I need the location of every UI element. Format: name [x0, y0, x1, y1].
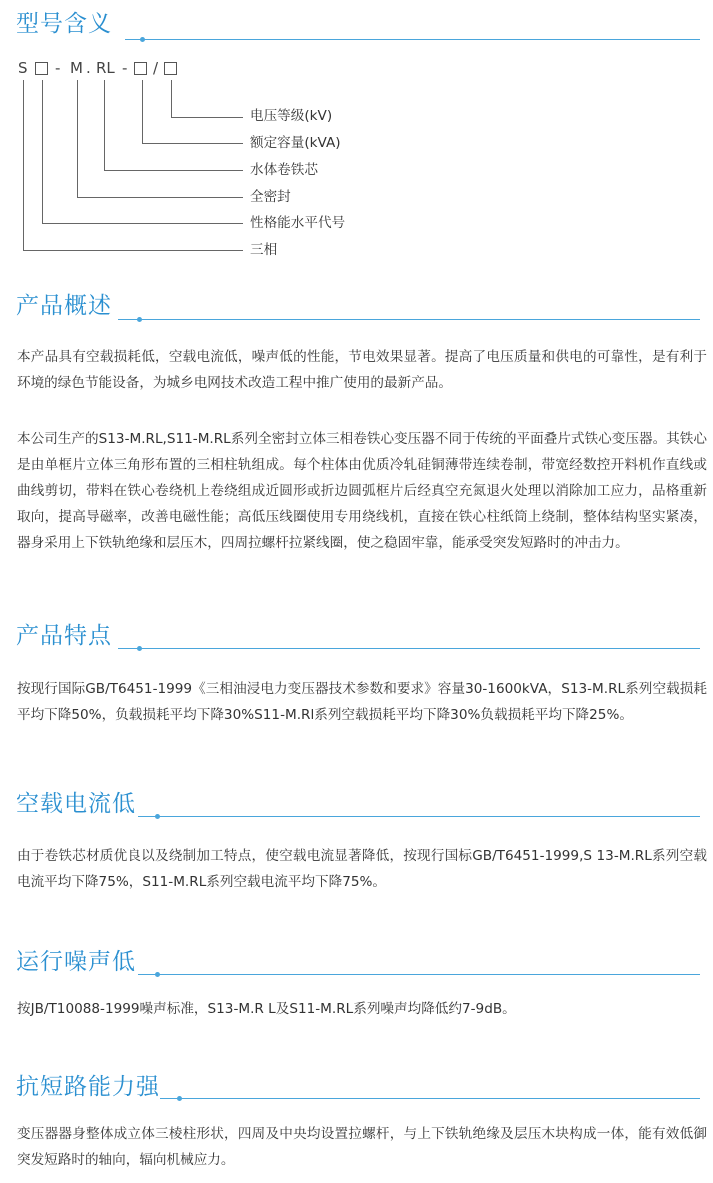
code-dash-2: - [122, 59, 128, 77]
code-box-2 [134, 62, 147, 75]
section-title-model: 型号含义 [16, 11, 112, 37]
overview-paragraph-2: 本公司生产的S13-M.RL,S11-M.RL系列全密封立体三相卷铁心变压器不同于传统的平面叠片式铁心变压器。其铁心是由单框片立体三角形布置的三相柱轨组成。每个柱体由优质冷轧硅铜薄带连续卷制，带宽经数控开料机作直线或曲线剪切，带料在铁心卷绕机上卷绕组成近圆形或折边圆弧框片后经真空充氮退火处理以消除加工应力，品格重新取向，提高导磁率，改善电磁性能；高低压线圈使用专用绕线机，直接在铁心柱纸筒上绕制，整体结构坚实紧凑，器身采用上下铁轨绝缘和层压木，四周拉螺杆拉紧线圈，使之稳固牢靠，能承受突发短路时的冲击力。 [17, 431, 707, 551]
code-slash: / [153, 59, 159, 77]
label-voltage-level: 电压等级(kV) [250, 108, 333, 124]
overview-paragraph-1: 本产品具有空载损耗低，空载电流低，噪声低的性能，节电效果显著。提高了电压质量和供电的可靠性，是有利于环境的绿色节能设备，为城乡电网技术改造工程中推广使用的最新产品。 [17, 349, 707, 391]
short-circuit-paragraph: 变压器器身整体成立体三棱柱形状，四周及中央均设置拉螺杆，与上下铁轨绝缘及层压木块构成一体，能有效低御突发短路时的轴向，辐向机械应力。 [17, 1126, 707, 1168]
section-divider-dot [155, 972, 160, 977]
code-dot: . [86, 59, 91, 77]
connector-v-1 [171, 80, 172, 117]
section-divider [138, 816, 700, 817]
section-title-features: 产品特点 [16, 623, 112, 649]
connector-v-5 [42, 80, 43, 223]
connector-h-5 [42, 223, 243, 224]
connector-h-2 [142, 143, 243, 144]
section-divider-dot [140, 37, 145, 42]
connector-v-2 [142, 80, 143, 143]
section-divider [125, 39, 700, 40]
section-divider [118, 319, 700, 320]
code-rl: RL [96, 59, 115, 77]
section-title-noise: 运行噪声低 [16, 949, 136, 975]
code-s: S [18, 59, 28, 77]
label-sealed: 全密封 [250, 189, 291, 205]
section-title-overview: 产品概述 [16, 293, 112, 319]
section-divider-dot [137, 646, 142, 651]
noise-paragraph: 按JB/T10088-1999噪声标准，S13-M.R L及S11-M.RL系列噪声均降低约7-9dB。 [17, 1001, 516, 1017]
section-title-noload-current: 空载电流低 [16, 791, 136, 817]
label-core-type: 水体卷铁芯 [250, 162, 318, 178]
label-rated-capacity: 额定容量(kVA) [250, 135, 341, 151]
section-divider-dot [177, 1096, 182, 1101]
connector-h-3 [104, 170, 243, 171]
connector-v-6 [23, 80, 24, 250]
connector-h-6 [23, 250, 243, 251]
section-divider [160, 1098, 700, 1099]
code-dash-1: - [55, 59, 61, 77]
code-box-1 [35, 62, 48, 75]
connector-v-4 [77, 80, 78, 197]
section-title-short-circuit: 抗短路能力强 [16, 1074, 160, 1100]
noload-paragraph: 由于卷铁芯材质优良以及绕制加工特点，使空载电流显著降低，按现行国标GB/T6451-1999,S 13-M.RL系列空载电流平均下降75%，S11-M.RL系列空载电流平均下降75%。 [17, 848, 707, 890]
features-paragraph: 按现行国际GB/T6451-1999《三相油浸电力变压器技术参数和要求》容量30-1600kVA，S13-M.RL系列空载损耗平均下降50%，负载损耗平均下降30%S11-M.Rl系列空载损耗平均下降30%负载损耗平均下降25%。 [17, 681, 707, 723]
label-performance-code: 性格能水平代号 [250, 215, 346, 231]
connector-h-4 [77, 197, 243, 198]
connector-h-1 [171, 117, 243, 118]
connector-v-3 [104, 80, 105, 170]
section-divider-dot [155, 814, 160, 819]
section-divider-dot [137, 317, 142, 322]
section-divider [138, 974, 700, 975]
code-m: M [70, 59, 83, 77]
section-divider [118, 648, 700, 649]
label-three-phase: 三相 [250, 242, 278, 258]
code-box-3 [164, 62, 177, 75]
